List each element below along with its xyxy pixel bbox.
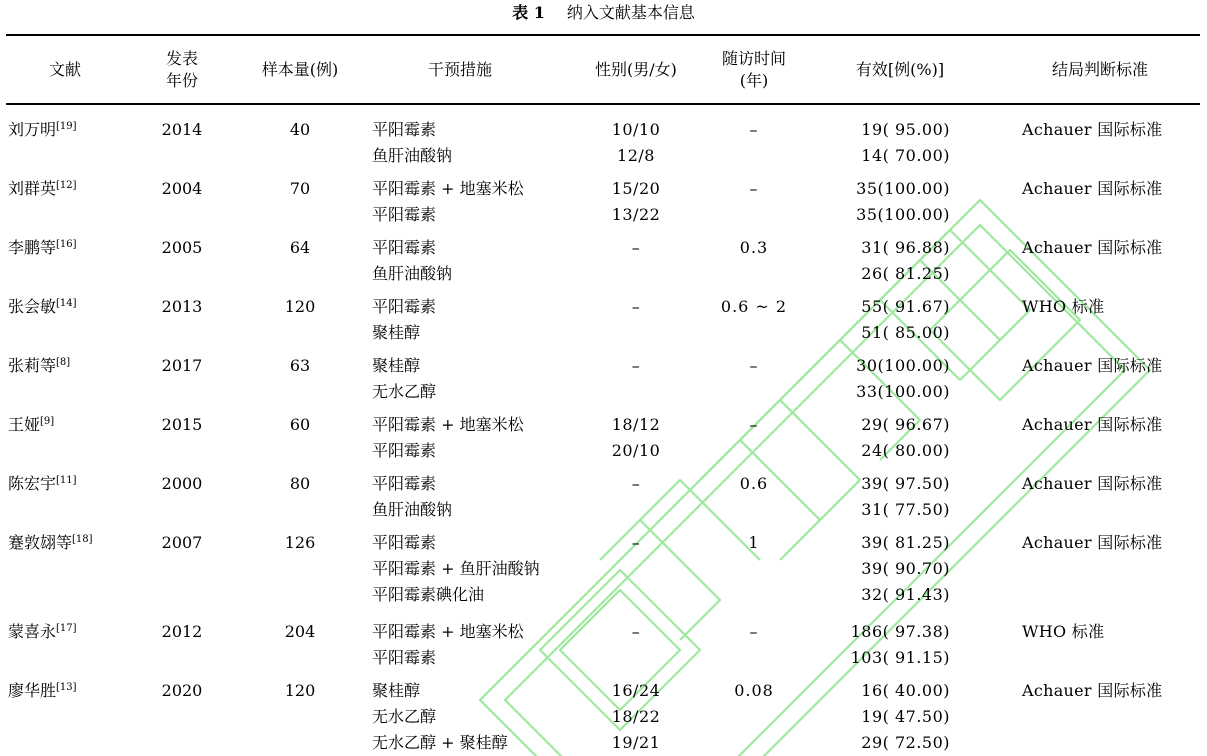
cell-criteria: WHO 标准 — [1022, 622, 1105, 641]
cell-sample: 60 — [289, 415, 311, 434]
gender-line: 13/22 — [611, 205, 661, 224]
cell-year: 2017 — [161, 356, 203, 375]
intervention-line: 无水乙醇 + 聚桂醇 — [372, 733, 508, 752]
effective-line: 51( 85.00) — [861, 323, 950, 342]
gender-line: – — [631, 297, 641, 316]
header-criteria: 结局判断标准 — [1051, 60, 1148, 79]
effective-line: 55( 91.67) — [861, 297, 950, 316]
effective-line: 24( 80.00) — [861, 441, 950, 460]
cell-followup: 0.6 — [739, 474, 769, 493]
cell-year: 2015 — [161, 415, 203, 434]
intervention-line: 聚桂醇 — [372, 323, 421, 342]
table-caption — [0, 2, 1207, 24]
gender-line: 18/22 — [611, 707, 661, 726]
cell-gender — [595, 678, 677, 756]
effective-line: 39( 90.70) — [861, 559, 950, 578]
intervention-line: 无水乙醇 — [372, 382, 437, 401]
author-name: 王娅 — [8, 415, 41, 434]
effective-line: 19( 47.50) — [861, 707, 950, 726]
cell-effective — [820, 678, 950, 756]
intervention-line: 聚桂醇 — [372, 681, 421, 700]
cell-criteria: Achauer 国际标准 — [1022, 474, 1163, 493]
table-number: 表 1 — [512, 3, 545, 22]
cell-author — [8, 619, 158, 645]
author-name: 张莉等 — [8, 356, 57, 375]
intervention-line: 鱼肝油酸钠 — [372, 500, 453, 519]
header-author: 文献 — [48, 60, 81, 79]
effective-line: 103( 91.15) — [850, 648, 950, 667]
cell-interventions — [372, 235, 592, 287]
reference-number: [17] — [56, 623, 77, 634]
header-gender: 性别(男/女) — [595, 60, 677, 79]
effective-line: 26( 81.25) — [861, 264, 950, 283]
cell-criteria: Achauer 国际标准 — [1022, 415, 1163, 434]
header-sample: 样本量(例) — [261, 60, 339, 79]
cell-gender — [595, 530, 677, 556]
cell-year: 2012 — [161, 622, 203, 641]
cell-sample: 80 — [289, 474, 311, 493]
cell-followup: 1 — [748, 533, 760, 552]
cell-effective — [820, 471, 950, 523]
cell-effective — [820, 530, 950, 608]
gender-line: – — [631, 474, 641, 493]
cell-followup: – — [749, 120, 759, 139]
gender-line: – — [631, 238, 641, 257]
reference-number: [11] — [56, 475, 77, 486]
cell-gender — [595, 471, 677, 497]
header-year: 发表 年份 — [165, 49, 198, 90]
author-name: 张会敏 — [8, 297, 57, 316]
cell-author — [8, 678, 158, 704]
effective-line: 39( 81.25) — [861, 533, 950, 552]
author-name: 刘万明 — [8, 120, 57, 139]
table-top-rule — [6, 34, 1200, 36]
effective-line: 19( 95.00) — [861, 120, 950, 139]
gender-line: – — [631, 356, 641, 375]
cell-effective — [820, 235, 950, 287]
effective-line: 14( 70.00) — [861, 146, 950, 165]
cell-interventions — [372, 619, 592, 671]
author-name: 陈宏宇 — [8, 474, 57, 493]
cell-effective — [820, 353, 950, 405]
intervention-line: 聚桂醇 — [372, 356, 421, 375]
cell-author — [8, 412, 158, 438]
cell-followup: – — [749, 622, 759, 641]
gender-line: 12/8 — [617, 146, 655, 165]
cell-criteria: Achauer 国际标准 — [1022, 120, 1163, 139]
reference-number: [8] — [56, 357, 71, 368]
cell-year: 2000 — [161, 474, 203, 493]
cell-criteria: Achauer 国际标准 — [1022, 681, 1163, 700]
cell-year: 2014 — [161, 120, 203, 139]
cell-sample: 204 — [284, 622, 316, 641]
reference-number: [13] — [56, 682, 77, 693]
reference-number: [9] — [40, 416, 55, 427]
cell-criteria: Achauer 国际标准 — [1022, 356, 1163, 375]
cell-interventions — [372, 412, 592, 464]
intervention-line: 平阳霉素 — [372, 474, 437, 493]
intervention-line: 平阳霉素 + 地塞米松 — [372, 622, 524, 641]
table-title: 纳入文献基本信息 — [566, 3, 695, 22]
gender-line: 20/10 — [611, 441, 661, 460]
cell-gender — [595, 412, 677, 464]
gender-line: – — [631, 533, 641, 552]
cell-followup: – — [749, 415, 759, 434]
intervention-line: 平阳霉素 + 鱼肝油酸钠 — [372, 559, 540, 578]
table-header-rule — [6, 103, 1200, 105]
cell-gender — [595, 235, 677, 261]
cell-gender — [595, 353, 677, 379]
cell-criteria: Achauer 国际标准 — [1022, 533, 1163, 552]
author-name: 蹇敦翃等 — [8, 533, 73, 552]
reference-number: [19] — [56, 121, 77, 132]
gender-line: – — [631, 622, 641, 641]
cell-interventions — [372, 176, 592, 228]
effective-line: 33(100.00) — [856, 382, 950, 401]
cell-gender — [595, 619, 677, 645]
cell-interventions — [372, 678, 592, 756]
header-effective: 有效[例(%)] — [855, 60, 945, 79]
cell-sample: 64 — [289, 238, 311, 257]
cell-author — [8, 294, 158, 320]
intervention-line: 平阳霉素 — [372, 297, 437, 316]
cell-author — [8, 530, 158, 556]
intervention-line: 平阳霉素 — [372, 648, 437, 667]
intervention-line: 平阳霉素 — [372, 205, 437, 224]
cell-gender — [595, 176, 677, 228]
effective-line: 31( 96.88) — [861, 238, 950, 257]
cell-followup: 0.6 ~ 2 — [720, 297, 788, 316]
cell-criteria: WHO 标准 — [1022, 297, 1105, 316]
author-name: 蒙喜永 — [8, 622, 57, 641]
cell-author — [8, 471, 158, 497]
cell-effective — [820, 412, 950, 464]
intervention-line: 平阳霉素碘化油 — [372, 585, 485, 604]
reference-number: [14] — [56, 298, 77, 309]
cell-interventions — [372, 117, 592, 169]
cell-sample: 120 — [284, 681, 316, 700]
reference-number: [16] — [56, 239, 77, 250]
cell-followup: – — [749, 179, 759, 198]
effective-line: 35(100.00) — [856, 205, 950, 224]
intervention-line: 鱼肝油酸钠 — [372, 146, 453, 165]
reference-number: [12] — [56, 180, 77, 191]
intervention-line: 平阳霉素 + 地塞米松 — [372, 415, 524, 434]
cell-year: 2013 — [161, 297, 203, 316]
cell-sample: 63 — [289, 356, 311, 375]
cell-interventions — [372, 471, 592, 523]
cell-author — [8, 117, 158, 143]
cell-sample: 40 — [289, 120, 311, 139]
cell-followup: 0.3 — [739, 238, 769, 257]
cell-sample: 126 — [284, 533, 316, 552]
intervention-line: 平阳霉素 + 地塞米松 — [372, 179, 524, 198]
intervention-line: 平阳霉素 — [372, 441, 437, 460]
effective-line: 31( 77.50) — [861, 500, 950, 519]
intervention-line: 鱼肝油酸钠 — [372, 264, 453, 283]
cell-author — [8, 353, 158, 379]
effective-line: 39( 97.50) — [861, 474, 950, 493]
cell-interventions — [372, 353, 592, 405]
author-name: 刘群英 — [8, 179, 57, 198]
cell-criteria: Achauer 国际标准 — [1022, 179, 1163, 198]
effective-line: 29( 72.50) — [861, 733, 950, 752]
cell-criteria: Achauer 国际标准 — [1022, 238, 1163, 257]
gender-line: 18/12 — [611, 415, 661, 434]
effective-line: 35(100.00) — [856, 179, 950, 198]
cell-effective — [820, 176, 950, 228]
cell-effective — [820, 294, 950, 346]
cell-year: 2020 — [161, 681, 203, 700]
author-name: 李鹏等 — [8, 238, 57, 257]
cell-gender — [595, 117, 677, 169]
header-intervention: 干预措施 — [427, 60, 492, 79]
effective-line: 30(100.00) — [856, 356, 950, 375]
author-name: 廖华胜 — [8, 681, 57, 700]
cell-gender — [595, 294, 677, 320]
cell-followup: – — [749, 356, 759, 375]
cell-year: 2005 — [161, 238, 203, 257]
reference-number: [18] — [72, 534, 93, 545]
intervention-line: 平阳霉素 — [372, 238, 437, 257]
intervention-line: 平阳霉素 — [372, 120, 437, 139]
gender-line: 10/10 — [611, 120, 661, 139]
header-followup: 随访时间 (年) — [721, 49, 786, 90]
cell-effective — [820, 619, 950, 671]
gender-line: 19/21 — [611, 733, 661, 752]
effective-line: 186( 97.38) — [850, 622, 950, 641]
intervention-line: 无水乙醇 — [372, 707, 437, 726]
cell-interventions — [372, 530, 592, 608]
intervention-line: 平阳霉素 — [372, 533, 437, 552]
gender-line: 16/24 — [611, 681, 661, 700]
gender-line: 15/20 — [611, 179, 661, 198]
cell-author — [8, 235, 158, 261]
cell-interventions — [372, 294, 592, 346]
effective-line: 16( 40.00) — [861, 681, 950, 700]
cell-followup: 0.08 — [734, 681, 774, 700]
effective-line: 32( 91.43) — [861, 585, 950, 604]
cell-year: 2004 — [161, 179, 203, 198]
cell-year: 2007 — [161, 533, 203, 552]
effective-line: 29( 96.67) — [861, 415, 950, 434]
cell-effective — [820, 117, 950, 169]
cell-author — [8, 176, 158, 202]
cell-sample: 120 — [284, 297, 316, 316]
cell-sample: 70 — [289, 179, 311, 198]
